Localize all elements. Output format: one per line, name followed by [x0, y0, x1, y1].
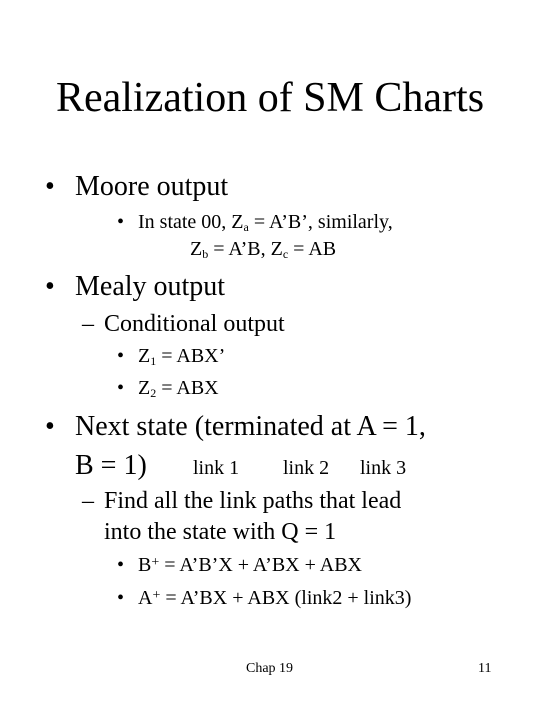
slide-title: Realization of SM Charts [55, 75, 485, 121]
next-state-heading-line-2: B = 1) [75, 450, 147, 481]
next-state-heading-line-1: Next state (terminated at A = 1, [75, 411, 426, 442]
a-plus-bullet: • [117, 587, 125, 609]
mealy-output-heading: Mealy output [75, 271, 226, 302]
z1-equation: $Z_1$ = ABX’ [138, 345, 226, 368]
z2-equation: $Z_2$ = ABX [138, 377, 219, 400]
next-state-bullet: • [45, 411, 55, 442]
moore-bullet: • [45, 171, 55, 202]
z1-bullet: • [117, 345, 125, 367]
z2-bullet: • [117, 377, 125, 399]
link-2-label: link 2 [283, 457, 330, 479]
moore-output-heading: Moore output [75, 171, 229, 202]
moore-sub-bullet: • [117, 211, 125, 233]
find-link-paths-line-2: into the state with Q = 1 [104, 519, 337, 545]
link-1-label: link 1 [193, 457, 240, 479]
mealy-sub-dash: – [82, 311, 94, 337]
a-plus-equation: A+ = A’BX + ABX (link2 + link3) [138, 587, 412, 609]
footer-page-number: 11 [478, 661, 492, 676]
find-link-paths-line-1: Find all the link paths that lead [104, 488, 402, 514]
moore-line-1: In state 00, $Z_a$ = A’B’, similarly, [138, 211, 393, 234]
moore-line-2: $Z_b$ = A’B, $Z_c$ = AB [190, 238, 337, 261]
b-plus-equation: B+ = A’B’X + A’BX + ABX [138, 554, 363, 576]
b-plus-bullet: • [117, 554, 125, 576]
conditional-output-label: Conditional output [104, 311, 285, 337]
footer-chapter: Chap 19 [246, 661, 294, 676]
next-state-sub-dash: – [82, 488, 94, 514]
link-3-label: link 3 [360, 457, 407, 479]
mealy-bullet: • [45, 271, 55, 302]
